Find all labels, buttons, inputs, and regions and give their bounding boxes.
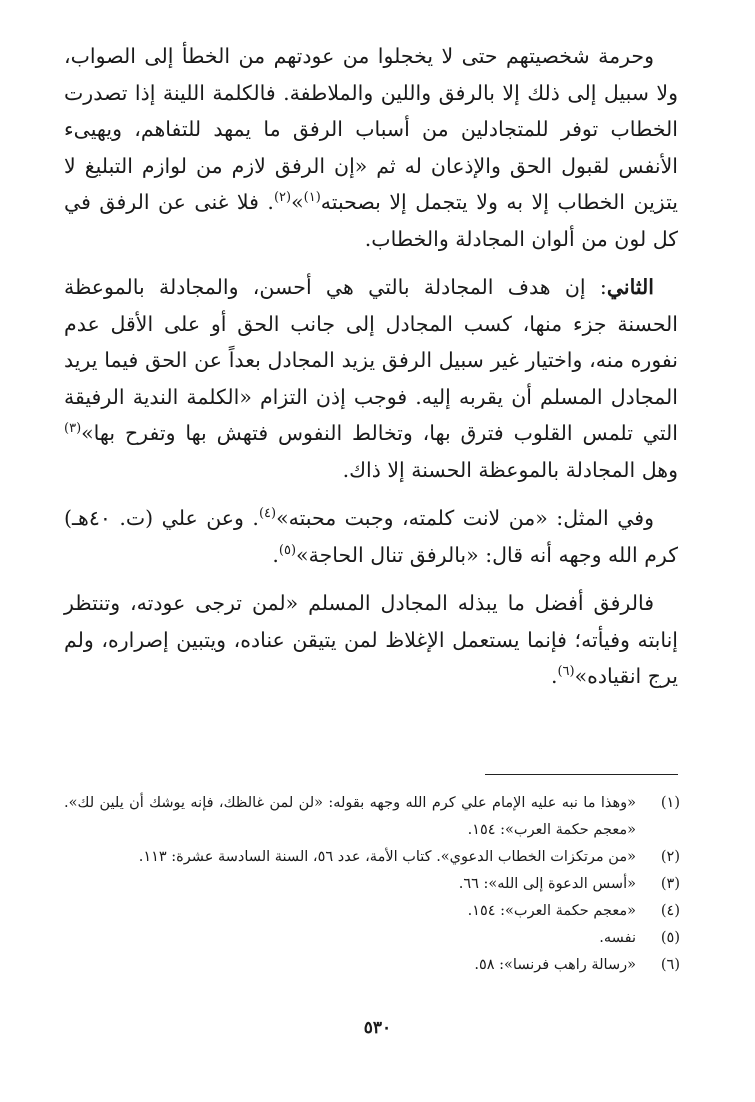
footnote-item	[64, 952, 680, 979]
footnote-item	[64, 898, 680, 925]
paragraph-2-lead: الثاني	[606, 275, 654, 299]
footnote-item	[64, 790, 680, 844]
paragraph-3-text-c: .	[272, 542, 279, 567]
paragraph-1-text-a: وحرمة شخصيتهم حتى لا يخجلوا من عودتهم من الخطأ إلى الصواب، ولا سبيل إلى ذلك إلا بالرفق واللين والملاطفة. فالكلمة اللينة إذا تصدرت الخطاب توفر للمتجادلين من أسباب الرفق ما يمهد للتفاهم، ويهيىء الأنفس لقبول الحق والإذعان له ثم «إن الرفق لازم من لوازم التبليغ لا يتزين الخطاب إلا به ولا يتجمل إلا بصحبته	[64, 44, 678, 214]
paragraph-2-text-b: وهل المجادلة بالموعظة الحسنة إلا ذاك.	[342, 457, 678, 482]
footnote-text: «رسالة راهب فرنسا»: ٥٨.	[474, 957, 636, 973]
footnote-item	[64, 871, 680, 898]
footnote-ref-4[interactable]: (٤)	[258, 506, 277, 522]
footnote-number: (٣)	[660, 876, 680, 892]
footnote-ref-6[interactable]: (٦)	[557, 664, 575, 680]
paragraph-2-text-a: : إن هدف المجادلة بالتي هي أحسن، والمجادلة بالموعظة الحسنة جزء منها، كسب المجادل إلى جانب الحق أو على الأقل عدم نفوره منه، واختيار غير سبيل الرفق يزيد المجادل بعداً عن الحق فيما يريد المجادل المسلم أن يقربه إليه. فوجب إذن التزام «الكلمة الندية الرفيقة التي تلمس القلوب فترق بها، وتخالط النفوس فتهش بها وتفرح بها»	[64, 275, 678, 445]
footnotes	[64, 790, 680, 979]
footnote-item	[64, 925, 680, 952]
footnote-number: (٥)	[660, 930, 680, 946]
paragraph-3-text-b: . وعن علي (ت. ٤٠هـ) كرم الله وجهه أنه قال: «بالرفق تنال الحاجة»	[64, 506, 678, 567]
paragraph-2	[64, 269, 678, 488]
footnote-number: (٦)	[660, 957, 680, 973]
paragraph-4-text-a: فالرفق أفضل ما يبذله المجادل المسلم «لمن ترجى عودته، وتنتظر إنابته وفيأته؛ فإنما يستعمل الإغلاظ لمن يتيقن عناده، ويتبين إصراره، ولم يرج انقياده»	[64, 591, 678, 688]
footnote-text: «معجم حكمة العرب»: ١٥٤.	[467, 903, 636, 919]
paragraph-3-text-a: وفي المثل: «من لانت كلمته، وجبت محبته»	[276, 506, 654, 530]
paragraph-4-text-b: .	[550, 664, 558, 688]
paragraph-1-text-c: . فلا غنى عن الرفق في كل لون من ألوان المجادلة والخطاب.	[64, 190, 678, 251]
footnote-text: نفسه.	[599, 930, 636, 946]
footnote-text: «أسس الدعوة إلى الله»: ٦٦.	[458, 876, 636, 892]
footnote-number: (١)	[660, 795, 680, 811]
footnote-text: «من مرتكزات الخطاب الدعوي». كتاب الأمة، عدد ٥٦، السنة السادسة عشرة: ١١٣.	[138, 849, 636, 865]
footnote-text: «وهذا ما نبه عليه الإمام علي كرم الله وجهه بقوله: «لن لمن غالظك، فإنه يوشك أن يلين لك». «معجم حكمة العرب»: ١٥٤.	[64, 795, 636, 838]
page-number: ٥٣٠	[363, 1018, 392, 1038]
footnote-number: (٤)	[660, 903, 680, 919]
paragraph-3	[64, 500, 678, 573]
footnote-ref-5[interactable]: (٥)	[278, 542, 297, 558]
footnote-ref-3[interactable]: (٣)	[64, 421, 82, 437]
paragraph-1-text-b: »	[291, 190, 304, 214]
footnote-ref-2[interactable]: (٢)	[273, 190, 292, 206]
paragraph-4	[64, 585, 678, 695]
footnote-divider	[485, 774, 678, 775]
footnote-item	[64, 844, 680, 871]
footnote-number: (٢)	[660, 849, 680, 865]
footnote-ref-1[interactable]: (١)	[303, 190, 321, 206]
main-text	[64, 38, 678, 707]
paragraph-1	[64, 38, 678, 257]
